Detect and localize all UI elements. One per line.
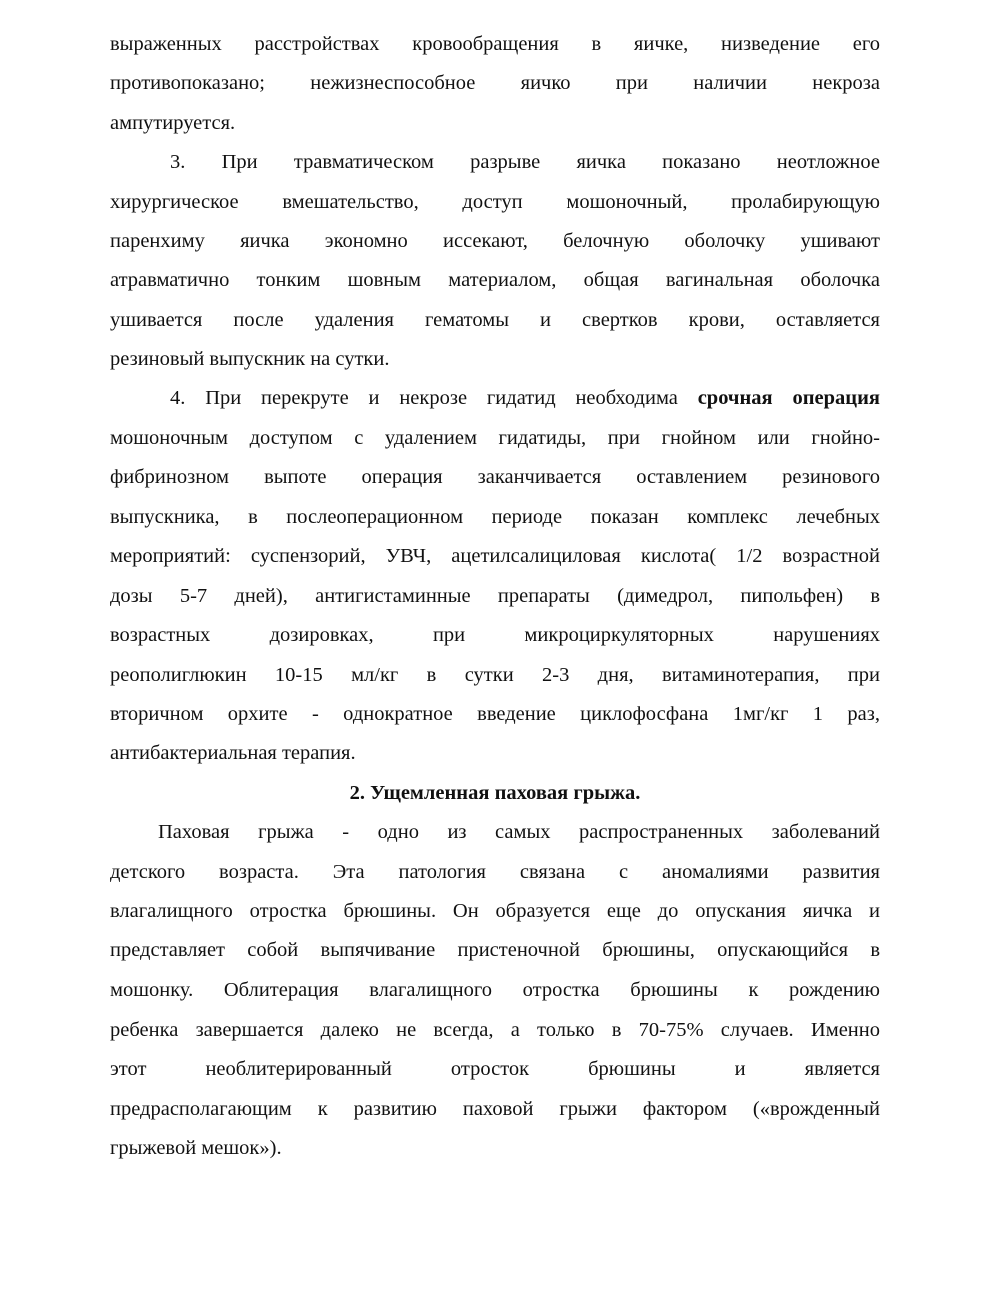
text-line: ушивается после удаления гематомы и свертков крови, оставляется bbox=[110, 309, 880, 331]
text-line: грыжевой мешок»). bbox=[110, 1137, 282, 1159]
bold-emphasis: срочная операция bbox=[697, 387, 880, 409]
text-line: выраженных расстройствах кровообращения в яичке, низведение его bbox=[110, 33, 880, 55]
text-line: этот необлитерированный отросток брюшины и является bbox=[110, 1058, 880, 1080]
text-line: вторичном орхите - однократное введение циклофосфана 1мг/кг 1 раз, bbox=[110, 703, 880, 725]
text-line: атравматично тонким шовным материалом, общая вагинальная оболочка bbox=[110, 269, 880, 291]
text-line: предрасполагающим к развитию паховой грыжи фактором («врожденный bbox=[110, 1098, 880, 1120]
section-heading: 2. Ущемленная паховая грыжа. bbox=[349, 782, 641, 804]
text-line: реополиглюкин 10-15 мл/кг в сутки 2-3 дня, витаминотерапия, при bbox=[110, 664, 880, 686]
text-line: антибактериальная терапия. bbox=[110, 742, 356, 764]
text-line: ребенка завершается далеко не всегда, а только в 70-75% случаев. Именно bbox=[110, 1019, 880, 1041]
text-fragment: 4. При перекруте и некрозе гидатид необходима bbox=[170, 387, 698, 409]
text-line: возрастных дозировках, при микроциркуляторных нарушениях bbox=[110, 624, 880, 646]
text-line: резиновый выпускник на сутки. bbox=[110, 348, 390, 370]
text-line-with-emphasis bbox=[170, 385, 880, 411]
text-line: мероприятий: суспензорий, УВЧ, ацетилсалициловая кислота( 1/2 возрастной bbox=[110, 545, 880, 567]
text-line: 3. При травматическом разрыве яичка показано неотложное bbox=[170, 151, 880, 173]
text-line: паренхиму яичка экономно иссекают, белочную оболочку ушивают bbox=[110, 230, 880, 252]
text-line: противопоказано; нежизнеспособное яичко при наличии некроза bbox=[110, 72, 880, 94]
text-line: мошонку. Облитерация влагалищного отростка брюшины к рождению bbox=[110, 979, 880, 1001]
text-line: хирургическое вмешательство, доступ мошоночный, пролабирующую bbox=[110, 191, 880, 213]
text-line: дозы 5-7 дней), антигистаминные препараты (димедрол, пипольфен) в bbox=[110, 585, 880, 607]
text-line: фибринозном выпоте операция заканчивается оставлением резинового bbox=[110, 466, 880, 488]
text-line: детского возраста. Эта патология связана с аномалиями развития bbox=[110, 861, 880, 883]
text-line: мошоночным доступом с удалением гидатиды, при гнойном или гнойно- bbox=[110, 427, 880, 449]
text-line: представляет собой выпячивание пристеночной брюшины, опускающийся в bbox=[110, 939, 880, 961]
text-line: влагалищного отростка брюшины. Он образуется еще до опускания яичка и bbox=[110, 900, 880, 922]
text-line: ампутируется. bbox=[110, 112, 236, 134]
text-line: Паховая грыжа - одно из самых распространенных заболеваний bbox=[158, 821, 880, 843]
text-line: выпускника, в послеоперационном периоде показан комплекс лечебных bbox=[110, 506, 880, 528]
